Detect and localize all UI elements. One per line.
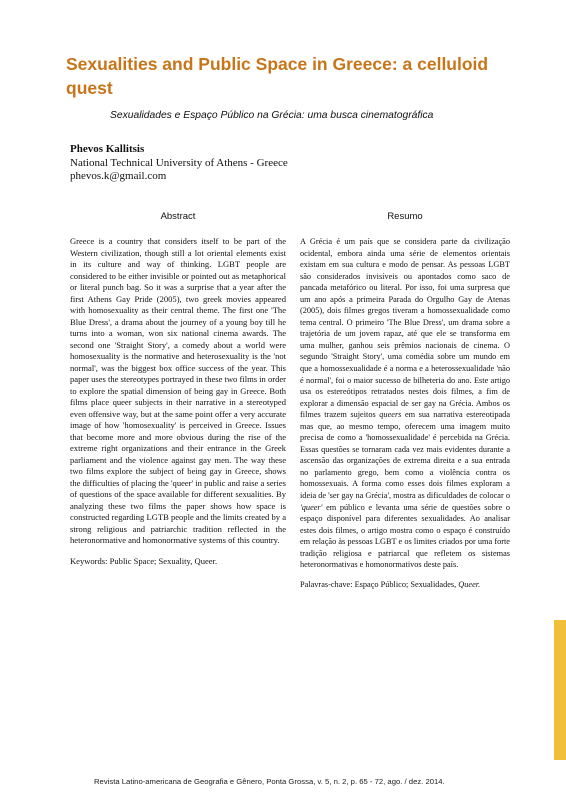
resumo-column [300, 236, 510, 590]
decorative-side-tab [554, 620, 566, 760]
resumo-keywords [300, 579, 510, 591]
author-affiliation: National Technical University of Athens - Greece [70, 156, 288, 169]
abstract-column [70, 236, 286, 567]
resumo-keywords-queer: Queer. [458, 579, 481, 589]
resumo-keywords-label: Palavras-chave: Espaço Público; Sexualidades, [300, 579, 457, 589]
resumo-queer-quoted-italic: 'queer' [300, 502, 323, 512]
author-block [70, 143, 288, 184]
abstract-keywords: Keywords: Public Space; Sexuality, Queer. [70, 555, 218, 566]
abstract-text: Greece is a country that considers itself to be part of the Western civilization, though still a lot oriental elements exist in its culture and way of thinking. LGBT people are considered to be either invisible or pointed out as metaphorical or literal punch bag. So it was a surprise that a year after the first Athens Gay Pride (2005), two greek movies appeared with homosexuality as their central theme. The first one 'The Blue Dress', a drama about the journey of a young boy till he turns into a woman, won six national cinema awards. The second one 'Straight Story', a comedy about a world were homosexuality is the normative and heterosexuality is the 'not normal', was the biggest box office success of the year. This paper uses the stereotypes portrayed in these two films in order to explore the spatial dimension of being gay in Greece. Both films place queer subjects in their narrative in a stereotyped even offensive way, but at the same point offer a very accurate image of how 'homosexuality' is perceived in Greece. Issues that become more and more obvious during the rise of the extreme right organizations and their entrance in the Greek parliament and the violence against gay men. The way these two films explore the subject of being gay in Greece, shows the difficulties of placing the 'queer' in public and raise a series of questions of the space available for different sexualities. By analyzing these two films the paper shows how space is constructed regarding LGTB people and the limits created by a strong religious and patriarchic tradition reflected in the heteronormative and homonormative systems of this country. [70, 236, 286, 545]
resumo-queers-italic: queers [379, 410, 402, 420]
author-name: Phevos Kallitsis [70, 143, 145, 155]
resumo-text-part-2: em sua narrativa estereotipada mas que, ao mesmo tempo, oferecem uma imagem muito precisa de como a 'homossexualidade' é percebida na Grécia. Essas questões se tornaram cada vez mais evidentes durante a ascensão das organizações de extrema direita e a sua entrada no parlamento grego, bem como a violência contra os homossexuais. A forma como esses dois filmes exploram a ideia de 'ser gay na Grécia', mostra as dificuldades de colocar o [300, 410, 511, 501]
abstract-heading: Abstract [160, 211, 196, 222]
resumo-text [300, 236, 510, 571]
resumo-text-part-3: em público e levanta uma série de questões sobre o espaço disponível para diferentes sexualidades. Ao analisar estes dois filmes, o artigo mostra como o espaço é construído em relação às pessoas LGBT e os limites criados por uma forte tradição religiosa e patriarcal que refletem os sistemas heteronormativas e homonormativos deste país. [300, 502, 510, 570]
article-subtitle: Sexualidades e Espaço Público na Grécia: uma busca cinematográfica [110, 110, 434, 121]
article-title: Sexualities and Public Space in Greece: a celluloid quest [66, 54, 489, 98]
resumo-text-part-1: A Grécia é um país que se considera parte da civilização ocidental, embora ainda uma série de elementos orientais existam em sua cultura e modo de pensar. As pessoas LGBT são considerados invisíveis ou apontados como saco de pancada metafórico ou literal. Por isso, foi uma surpresa que um ano após a primeira Parada do Orgulho Gay de Atenas (2005), dois filmes gregos tiveram a homossexualidade como tema central. O primeiro 'The Blue Dress', um drama sobre a trajetória de um jovem rapaz, até que ele se transforma em uma mulher, ganhou seis prêmios nacionais de cinema. O segundo 'Straight Story', uma comédia sobre um mundo em que a homossexualidade é a norma e a heterossexualidade 'não é normal', foi o maior sucesso de bilheteria do ano. Este artigo usa os estereótipos retratados nestes dois filmes, a fim de explorar a dimensão espacial de ser gay na Grécia. Ambos os filmes trazem sujeitos [300, 237, 510, 420]
resumo-heading: Resumo [387, 211, 423, 222]
journal-footer: Revista Latino-americana de Geografia e Gênero, Ponta Grossa, v. 5, n. 2, p. 65 - 72, ago. / dez. 2014. [94, 777, 445, 786]
author-email[interactable]: phevos.k@gmail.com [70, 170, 167, 182]
